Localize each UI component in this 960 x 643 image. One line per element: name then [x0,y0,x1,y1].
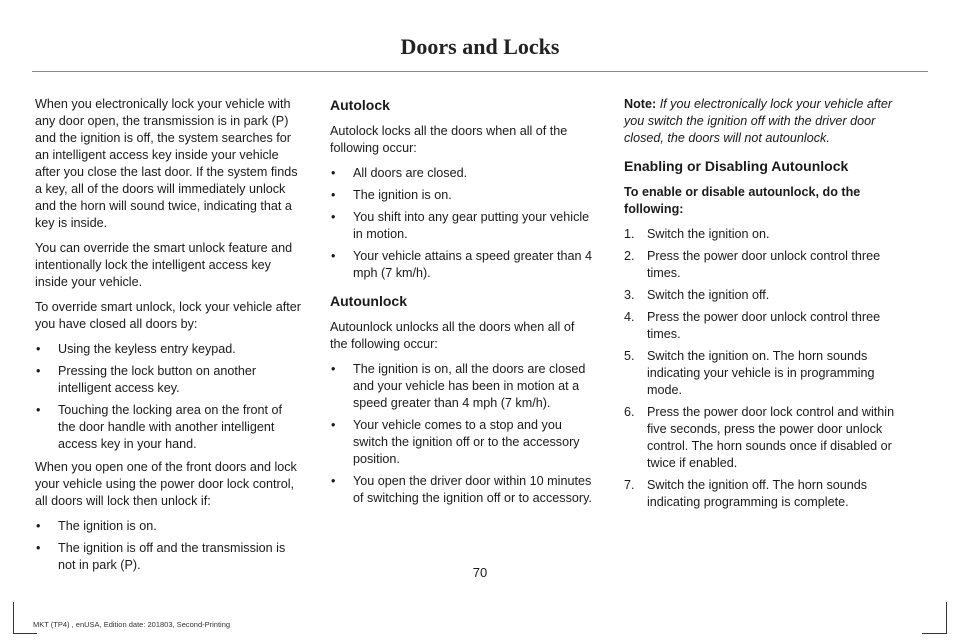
edition-footer: MKT (TP4) , enUSA, Edition date: 201803, Second-Printing [33,620,231,629]
paragraph: Autolock locks all the doors when all of the following occur: [330,124,568,155]
section-heading-enabling-autounlock: Enabling or Disabling Autounlock [624,158,849,174]
list-item: • Using the keyless entry keypad. [35,341,303,358]
page-header-title: Doors and Locks [400,34,560,59]
list-item: • Your vehicle comes to a stop and you switch the ignition off or to the accessory position. [330,417,594,468]
step-number: 6. [624,405,635,419]
step-number: 4. [624,310,635,324]
section-heading-autolock: Autolock [330,97,390,113]
crop-mark [922,633,946,634]
list-item: • Your vehicle attains a speed greater than 4 mph (7 km/h). [330,248,594,282]
procedure-lead: To enable or disable autounlock, do the following: [624,185,861,216]
step-text: Press the power door lock control and within five seconds, press the power door unlock control. The horn sounds once if disabled or twice if enabled. [647,405,895,470]
bullet-list [35,341,303,453]
bullet-list [330,165,594,282]
paragraph: When you electronically lock your vehicle with any door open, the transmission is in park (P) and the ignition is off, the system searches for an intelligent access key inside your vehicle after you close the last door. If the system finds a key, all of the doors will immediately unlock and the horn will sound twice, indicating that a key is inside. [35,97,298,230]
list-item [624,226,896,243]
list-item: • You shift into any gear putting your vehicle in motion. [330,209,594,243]
note-text: If you electronically lock your vehicle after you switch the ignition off with the driver door closed, the doors will not autounlock. [624,97,893,145]
list-item [624,477,896,511]
crop-mark [946,602,947,634]
section-heading-autounlock: Autounlock [330,293,407,309]
crop-mark [13,633,37,634]
step-number: 7. [624,478,635,492]
list-item: • The ignition is on. [35,518,303,535]
list-item: • The ignition is on, all the doors are closed and your vehicle has been in motion at a speed greater than 4 mph (7 km/h). [330,361,594,412]
column-2 [330,96,594,513]
crop-mark [13,602,14,634]
list-item: • All doors are closed. [330,165,594,182]
step-number: 3. [624,288,635,302]
paragraph: You can override the smart unlock feature and intentionally lock the intelligent access key inside your vehicle. [35,241,293,289]
paragraph: Autounlock unlocks all the doors when all of the following occur: [330,320,575,351]
list-item [624,309,896,343]
numbered-list [624,226,896,511]
column-1 [35,96,303,580]
list-item [624,348,896,399]
note-label: Note: [624,97,657,111]
step-number: 1. [624,227,635,241]
step-text: Press the power door unlock control three times. [647,249,881,280]
list-item [624,248,896,282]
bullet-list [330,361,594,507]
list-item: • The ignition is on. [330,187,594,204]
step-number: 5. [624,349,635,363]
list-item: • Pressing the lock button on another intelligent access key. [35,363,303,397]
step-text: Switch the ignition off. The horn sounds indicating programming is complete. [647,478,868,509]
step-number: 2. [624,249,635,263]
page-number: 70 [472,565,488,580]
list-item [624,287,896,304]
step-text: Switch the ignition on. [647,227,770,241]
note [624,96,896,147]
list-item: • Touching the locking area on the front of the door handle with another intelligent access key in your hand. [35,402,303,453]
list-item: • You open the driver door within 10 minutes of switching the ignition off or to accessory. [330,473,594,507]
step-text: Switch the ignition on. The horn sounds indicating your vehicle is in programming mode. [647,349,875,397]
header-rule [32,71,928,72]
step-text: Switch the ignition off. [647,288,770,302]
paragraph: To override smart unlock, lock your vehicle after you have closed all doors by: [35,300,301,331]
paragraph: When you open one of the front doors and lock your vehicle using the power door lock control, all doors will lock then unlock if: [35,460,297,508]
column-3 [624,96,896,517]
list-item [624,404,896,472]
list-item: • The ignition is off and the transmission is not in park (P). [35,540,303,574]
step-text: Press the power door unlock control three times. [647,310,881,341]
